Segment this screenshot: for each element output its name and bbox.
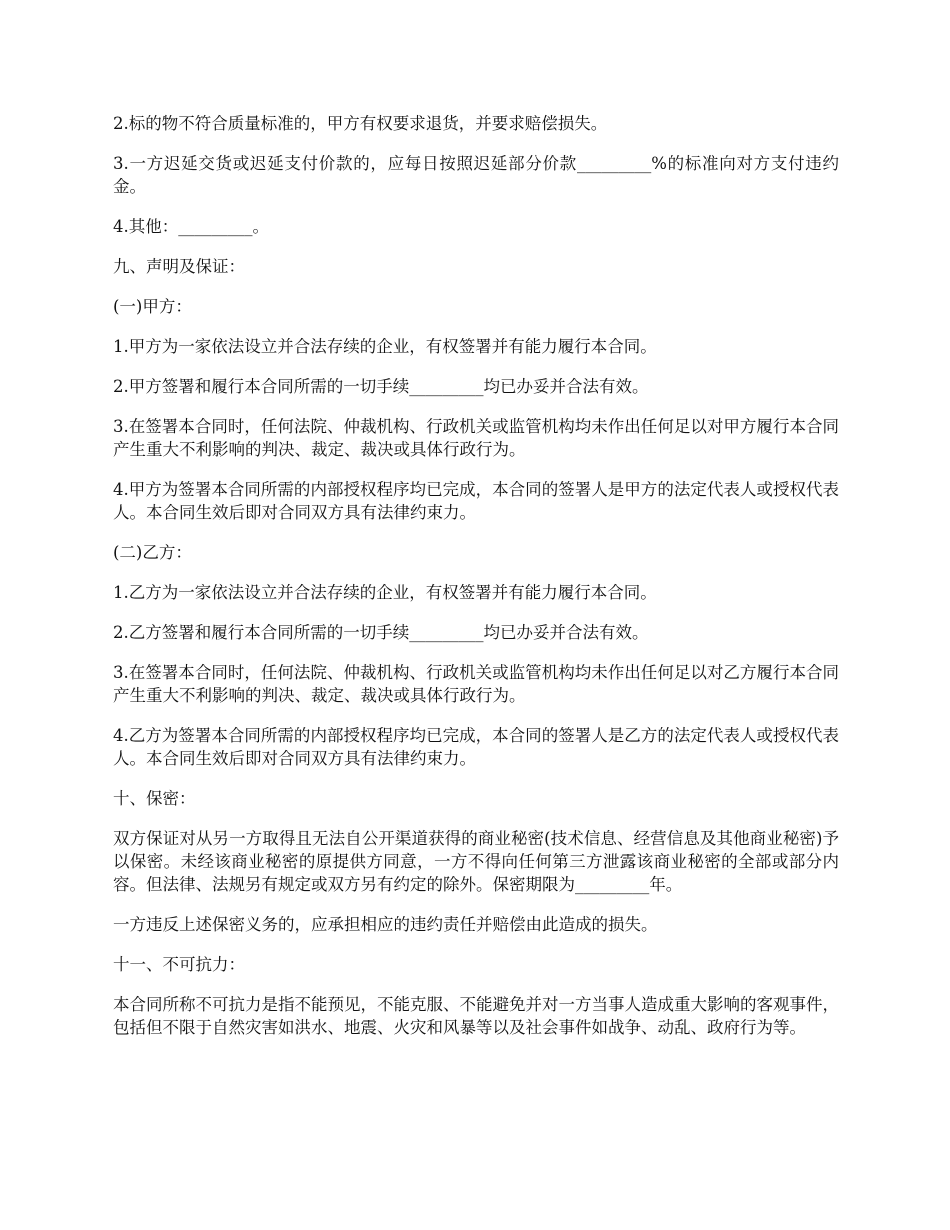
party-b-clause-1: 1.乙方为一家依法设立并合法存续的企业，有权签署并有能力履行本合同。 bbox=[113, 583, 657, 602]
section-heading-force-majeure: 十一、不可抗力： bbox=[113, 955, 245, 974]
confidentiality-clause-1: 双方保证对从另一方取得且无法自公开渠道获得的商业秘密(技术信息、经营信息及其他商业秘密)予以保密。未经该商业秘密的原提供方同意，一方不得向任何第三方泄露该商业秘密的全部或部分内容。但法律、法规另有规定或双方另有约定的除外。保密期限为_________年。 bbox=[113, 829, 839, 894]
section-heading-declarations: 九、声明及保证： bbox=[113, 257, 245, 276]
clause-breach-other: 4.其他：_________。 bbox=[113, 217, 269, 236]
confidentiality-clause-2: 一方违反上述保密义务的，应承担相应的违约责任并赔偿由此造成的损失。 bbox=[113, 915, 658, 934]
party-a-clause-1: 1.甲方为一家依法设立并合法存续的企业，有权签署并有能力履行本合同。 bbox=[113, 337, 657, 356]
document-body bbox=[113, 112, 839, 1056]
section-heading-confidentiality: 十、保密： bbox=[113, 789, 196, 808]
party-a-clause-4: 4.甲方为签署本合同所需的内部授权程序均已完成，本合同的签署人是甲方的法定代表人或授权代表人。本合同生效后即对合同双方具有法律约束力。 bbox=[113, 480, 839, 522]
party-a-clause-3: 3.在签署本合同时，任何法院、仲裁机构、行政机关或监管机构均未作出任何足以对甲方履行本合同产生重大不利影响的判决、裁定、裁决或具体行政行为。 bbox=[113, 417, 839, 459]
subsection-heading-party-b: (二)乙方： bbox=[113, 543, 192, 562]
clause-breach-quality: 2.标的物不符合质量标准的，甲方有权要求退货，并要求赔偿损失。 bbox=[113, 114, 608, 133]
party-b-clause-3: 3.在签署本合同时，任何法院、仲裁机构、行政机关或监管机构均未作出任何足以对乙方履行本合同产生重大不利影响的判决、裁定、裁决或具体行政行为。 bbox=[113, 663, 839, 705]
clause-breach-delay: 3.一方迟延交货或迟延支付价款的，应每日按照迟延部分价款_________%的标准向对方支付违约金。 bbox=[113, 154, 839, 196]
subsection-heading-party-a: (一)甲方： bbox=[113, 297, 192, 316]
party-a-clause-2: 2.甲方签署和履行本合同所需的一切手续_________均已办妥并合法有效。 bbox=[113, 377, 649, 396]
force-majeure-clause-1: 本合同所称不可抗力是指不能预见，不能克服、不能避免并对一方当事人造成重大影响的客观事件，包括但不限于自然灾害如洪水、地震、火灾和风暴等以及社会事件如战争、动乱、政府行为等。 bbox=[113, 995, 839, 1037]
party-b-clause-4: 4.乙方为签署本合同所需的内部授权程序均已完成，本合同的签署人是乙方的法定代表人或授权代表人。本合同生效后即对合同双方具有法律约束力。 bbox=[113, 726, 839, 768]
party-b-clause-2: 2.乙方签署和履行本合同所需的一切手续_________均已办妥并合法有效。 bbox=[113, 623, 649, 642]
